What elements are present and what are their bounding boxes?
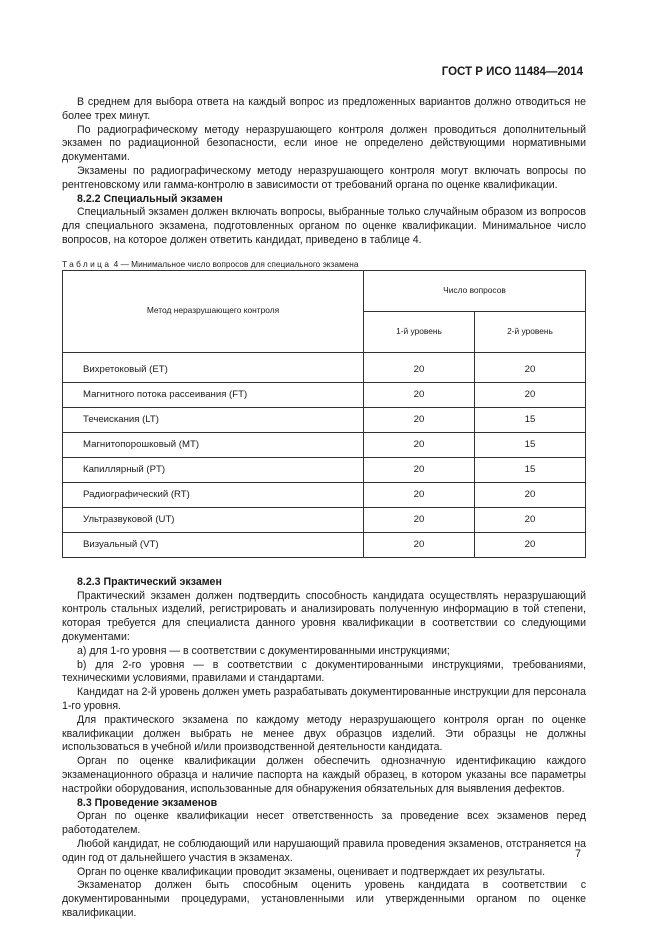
cell-level2: 20 (475, 382, 586, 407)
list-item-a: a) для 1-го уровня — в соответствии с документированными инструкциями; (77, 644, 450, 657)
paragraph: Любой кандидат, не соблюдающий или нарушающий правила проведения экзаменов, отстраняется на один год от дальнейшего участия в экзаменах. (62, 837, 586, 864)
cell-method: Вихретоковый (ET) (63, 352, 364, 382)
cell-level1: 20 (364, 352, 475, 382)
paragraph: Практический экзамен должен подтвердить способность кандидата осуществлять неразрушающий контроль стальных изделий, регистрировать и анализировать полученную информацию в той степени, которая требуется для специалиста данного уровня квалификации в соответствии со следующими документами: (62, 589, 586, 643)
cell-level1: 20 (364, 407, 475, 432)
cell-method: Радиографический (RT) (63, 482, 364, 507)
cell-level2: 20 (475, 352, 586, 382)
cell-method: Магнитопорошковый (MT) (63, 432, 364, 457)
col-header-level1: 1-й уровень (364, 311, 475, 352)
col-header-count: Число вопросов (364, 270, 586, 311)
table-caption-label: Таблица (62, 258, 112, 269)
cell-level2: 20 (475, 532, 586, 557)
paragraph: По радиографическому методу неразрушающего контроля должен проводиться дополнительный экзамен по радиационной безопасности, если иное не определено действующими нормативными документами. (62, 123, 586, 164)
paragraph: Орган по оценке квалификации проводит экзамены, оценивает и подтверждает их результаты. (77, 865, 546, 878)
table-row (63, 532, 586, 557)
paragraph: Для практического экзамена по каждому методу неразрушающего контроля орган по оценке квалификации должен выбрать не менее двух образцов изделий. Эти образцы не должны использоваться в учебной и/или производственной деятельности кандидата. (62, 713, 586, 754)
cell-level1: 20 (364, 507, 475, 532)
paragraph: Орган по оценке квалификации несет ответственность за проведение всех экзаменов перед работодателем. (62, 810, 586, 837)
table-row (63, 407, 586, 432)
standard-header: ГОСТ Р ИСО 11484—2014 (441, 66, 583, 78)
page-number: 7 (575, 848, 581, 860)
table-row (63, 507, 586, 532)
cell-method: Ультразвуковой (UT) (63, 507, 364, 532)
cell-method: Визуальный (VT) (63, 532, 364, 557)
paragraph: Экзамены по радиографическому методу неразрушающего контроля могут включать вопросы по рентгеновскому или гамма-контролю в зависимости от требований органа по оценке квалификации. (62, 164, 586, 191)
cell-level2: 20 (475, 482, 586, 507)
table-4 (62, 270, 586, 558)
table-row (63, 482, 586, 507)
table-row (63, 457, 586, 482)
table-caption (62, 258, 586, 270)
cell-level1: 20 (364, 482, 475, 507)
cell-level1: 20 (364, 532, 475, 557)
cell-level2: 15 (475, 407, 586, 432)
list-item-b: b) для 2-го уровня — в соответствии с документированными инструкциями, требованиями, техническими условиями, правилами и стандартами. (62, 658, 586, 685)
paragraph: Экзаменатор должен быть способным оценить уровень кандидата в соответствии с документированными процедурами, установленными или утвержденными органом по оценке квалификации. (62, 879, 586, 919)
table-row (63, 432, 586, 457)
table-row (63, 382, 586, 407)
cell-level1: 20 (364, 382, 475, 407)
page-content (62, 96, 586, 921)
cell-level1: 20 (364, 432, 475, 457)
table-row (63, 352, 586, 382)
section-heading-8-3: 8.3 Проведение экзаменов (77, 796, 218, 809)
paragraph: Кандидат на 2-й уровень должен уметь разрабатывать документированные инструкции для персонала 1-го уровня. (62, 686, 586, 712)
paragraph: Специальный экзамен должен включать вопросы, выбранные только случайным образом из вопросов для специального экзамена, подготовленных органом по оценке квалификации. Минимальное число вопросов, на которое должен ответить кандидат, приведено в таблице 4. (62, 206, 586, 246)
section-heading-8-2-2: 8.2.2 Специальный экзамен (77, 192, 223, 205)
cell-level1: 20 (364, 457, 475, 482)
col-header-level2: 2-й уровень (475, 311, 586, 352)
cell-method: Капиллярный (PT) (63, 457, 364, 482)
cell-method: Течеискания (LT) (63, 407, 364, 432)
section-heading-8-2-3: 8.2.3 Практический экзамен (77, 575, 222, 588)
cell-method: Магнитного потока рассеивания (FT) (63, 382, 364, 407)
cell-level2: 20 (475, 507, 586, 532)
paragraph: В среднем для выбора ответа на каждый вопрос из предложенных вариантов должно отводиться не более трех минут. (62, 96, 586, 122)
paragraph: Орган по оценке квалификации должен обеспечить однозначную идентификацию каждого экзаменационного образца и наличие паспорта на каждый образец, в котором указаны все параметры настройки оборудования, использованные для обнаружения обязательных для выявления дефектов. (62, 755, 586, 795)
cell-level2: 15 (475, 457, 586, 482)
table-caption-text: 4 — Минимальное число вопросов для специального экзамена (113, 258, 359, 269)
cell-level2: 15 (475, 432, 586, 457)
col-header-method: Метод неразрушающего контроля (63, 270, 364, 352)
